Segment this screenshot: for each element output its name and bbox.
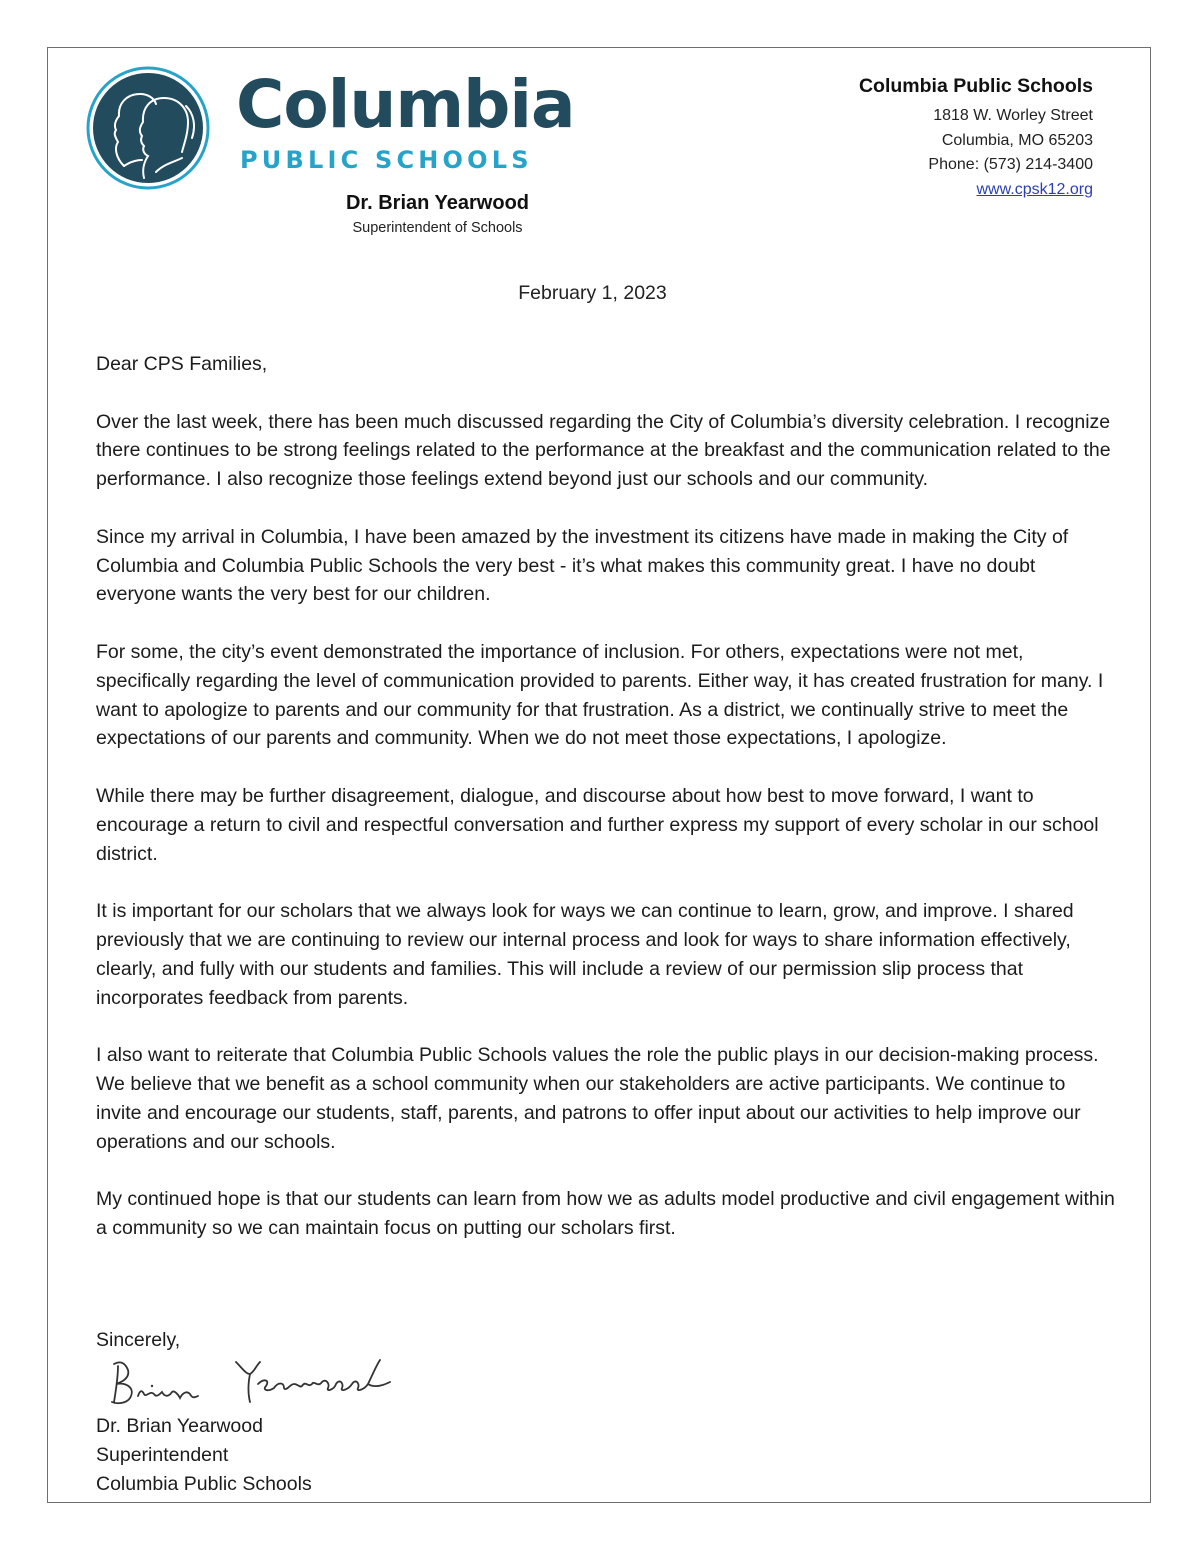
city-state-zip: Columbia, MO 65203 [941,131,1093,149]
letter-date: February 1, 2023 [518,282,667,304]
body-paragraph: My continued hope is that our students can learn from how we as adults model productive and civil engagement within a community so we can maintain focus on putting our scholars first. [96,1188,1115,1239]
phone-number: Phone: (573) 214-3400 [928,156,1093,173]
body-paragraph: Over the last week, there has been much discussed regarding the City of Columbia’s diversity celebration. I recognize there continues to be strong feelings related to the performance at the breakfast and the communication related to the performance. I also recognize those feelings extend beyond just our schools and our community. [96,410,1111,491]
body-paragraph: I also want to reiterate that Columbia Public Schools values the role the public plays in our decision-making process. We believe that we benefit as a school community when our stakeholders are active participants. We continue to invite and encourage our students, staff, parents, and patrons to offer input about our activities to help improve our operations and our schools. [96,1044,1099,1153]
sender-title: Superintendent of Schools [352,220,523,236]
sender-name: Dr. Brian Yearwood [345,192,530,214]
logo-subtitle: PUBLIC SCHOOLS [240,146,533,174]
street-address: 1818 W. Worley Street [933,107,1093,124]
body-paragraph: While there may be further disagreement, dialogue, and discourse about how best to move forward, I want to encourage a return to civil and respectful conversation and further express my support of every scholar in our school district. [96,784,1099,865]
organization-name: Columbia Public Schools [858,75,1093,97]
signer-title: Superintendent [96,1443,229,1466]
body-paragraph: It is important for our scholars that we always look for ways we can continue to learn, grow, and improve. I shared previously that we are continuing to review our internal process and look for ways to share information effectively, clearly, and fully with our students and families. This will include a review of our permission slip process that incorporates feedback from parents. [96,900,1074,1009]
letter-body [96,350,1116,1272]
two-profile-silhouettes-logo-icon [86,66,210,190]
body-paragraph: Since my arrival in Columbia, I have been amazed by the investment its citizens have made in making the City of Columbia and Columbia Public Schools the very best - it’s what makes this community great. I have no doubt everyone wants the very best for our children. [96,525,1069,606]
handwritten-signature [108,1354,418,1410]
organization-address-block [859,73,1093,202]
signer-name: Dr. Brian Yearwood [96,1415,263,1437]
body-paragraph: For some, the city’s event demonstrated the importance of inclusion. For others, expectations were not met, specifically regarding the level of communication provided to parents. Either way, it has created frustration for many. I want to apologize to parents and our community for that frustration. As a district, we continually strive to meet the expectations of our parents and community. When we do not meet those expectations, I apologize. [96,640,1104,750]
logo-wordmark: Columbia [236,66,575,143]
website-link[interactable]: www.cpsk12.org [976,180,1093,198]
signer-organization: Columbia Public Schools [96,1472,312,1495]
salutation: Dear CPS Families, [96,353,268,375]
signer-block [96,1412,312,1498]
closing: Sincerely, [96,1329,181,1351]
